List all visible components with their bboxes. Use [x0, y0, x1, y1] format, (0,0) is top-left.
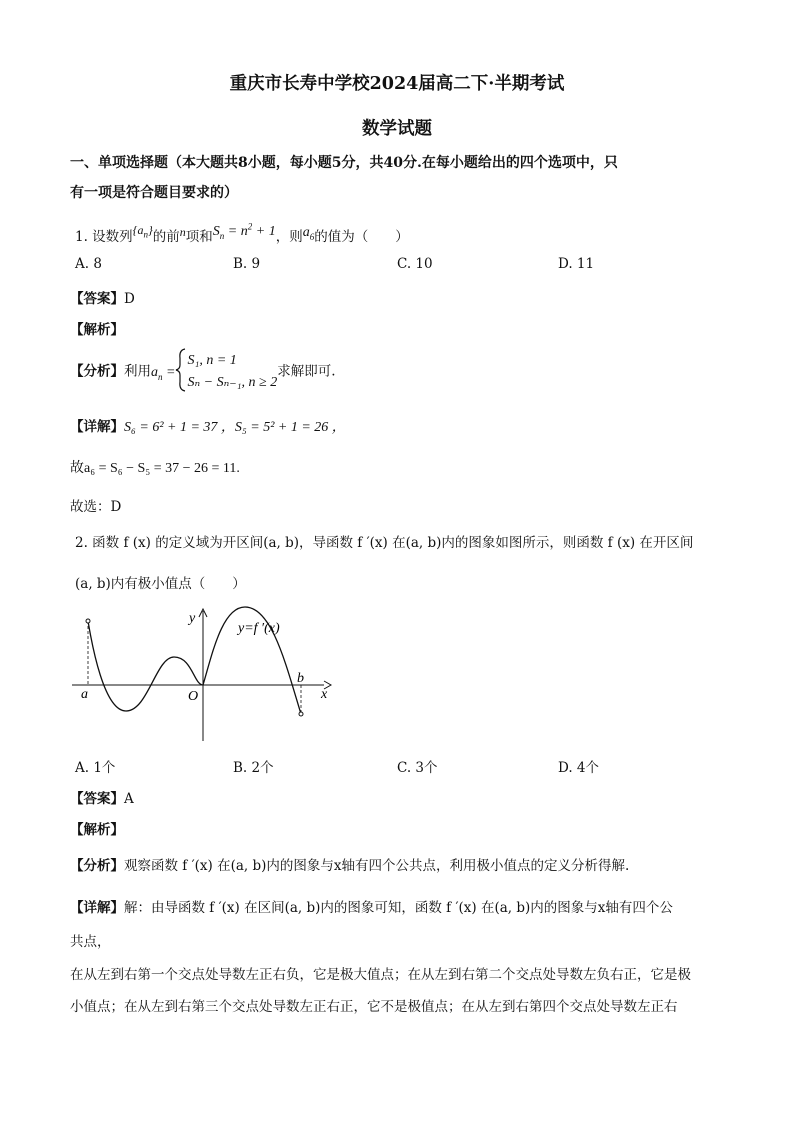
y-label: y — [189, 611, 196, 626]
q2-para1: 在从左到右第一个交点处导数左正右负，它是极大值点；在从左到右第二个交点处导数左负右正，它是极 — [70, 967, 691, 983]
endpoint-b-open-circle — [299, 712, 303, 716]
q1-t4: 的值为（ ） — [314, 229, 409, 245]
a-label: a — [81, 687, 88, 702]
doc-title: 重庆市长寿中学校2024届高二下·半期考试 — [229, 74, 565, 94]
q1-fenxi-label: 【分析】 — [70, 363, 124, 380]
q1-num: 1. 设数列 — [75, 229, 133, 245]
endpoint-a-open-circle — [86, 619, 90, 623]
derivative-graph — [72, 605, 337, 745]
q1-cases — [187, 350, 277, 394]
q2-stem-line2: (a, b)内有极小值点（ ） — [75, 576, 246, 592]
q1-xiangjie-row — [70, 415, 346, 436]
q2-xiangjie-row — [70, 896, 673, 916]
q2-fenxi-text: 观察函数 f ′(x) 在(a, b)内的图象与x轴有四个公共点，利用极小值点的定义分析得解. — [124, 858, 630, 874]
q2-fenxi-label: 【分析】 — [70, 858, 124, 874]
section-heading-line1: 一、单项选择题（本大题共8小题，每小题5分，共40分.在每小题给出的四个选项中，只 — [70, 155, 618, 171]
q2-jiexi-label: 【解析】 — [70, 822, 124, 838]
q2-answer-label: 【答案】 — [70, 791, 124, 807]
q1-answer-label: 【答案】 — [70, 291, 124, 307]
q2-option-b: B. 2个 — [233, 760, 274, 776]
q1-t1: 的前 — [152, 229, 180, 245]
b-label: b — [297, 671, 304, 686]
q1-option-c: C. 10 — [397, 256, 433, 272]
q1-case1: S₁, n = 1 — [187, 353, 237, 368]
q1-option-b: B. 9 — [233, 256, 261, 272]
q1-t3: ，则 — [275, 229, 303, 245]
q2-option-c: C. 3个 — [397, 760, 438, 776]
q1-option-d: D. 11 — [558, 256, 595, 272]
curve-label: y=f ′(x) — [238, 621, 280, 636]
q1-sn-sub: n — [219, 230, 225, 241]
q1-guxuan: 故选：D — [70, 499, 122, 515]
q1-sn: S — [212, 224, 220, 239]
q1-seq-sub: n — [143, 229, 148, 240]
q1-seq: {a — [132, 223, 144, 237]
q1-xiangjie-text: S₆ = 6² + 1 = 37 ，S₅ = 5² + 1 = 26 ， — [124, 420, 346, 435]
origin-label: O — [188, 689, 199, 704]
left-brace — [175, 348, 187, 396]
q1-a6: a — [302, 225, 310, 240]
q1-sn-end: + 1 — [252, 224, 276, 239]
q1-gu-line: 故a₆ = S₆ − S₅ = 37 − 26 = 11. — [70, 461, 240, 476]
q1-fenxi-pre: 利用 — [124, 363, 151, 380]
q1-answer-value: D — [124, 291, 135, 307]
q2-fenxi-row — [70, 854, 629, 874]
q1-t2: 项和 — [185, 229, 213, 245]
q1-sn-eq: = n — [224, 224, 248, 239]
section-heading-line2: 有一项是符合题目要求的） — [70, 185, 238, 201]
q2-xiangjie-text2: 共点， — [70, 934, 111, 950]
q1-a6-sub: 6 — [309, 231, 315, 242]
q2-stem-line1: 2. 函数 f (x) 的定义域为开区间(a, b)，导函数 f ′(x) 在(a, b)内的图象如图所示，则函数 f (x) 在开区间 — [75, 535, 694, 551]
q1-fenxi-post: 求解即可. — [277, 363, 336, 380]
q1-jiexi-label: 【解析】 — [70, 322, 124, 338]
q2-option-d: D. 4个 — [558, 760, 600, 776]
q2-answer-row — [70, 787, 134, 807]
q1-sn-sup: 2 — [247, 221, 253, 232]
q1-n: n — [179, 225, 186, 239]
x-label: x — [321, 687, 328, 702]
q2-xiangjie-label: 【详解】 — [70, 900, 124, 916]
q2-xiangjie-text1: 解：由导函数 f ′(x) 在区间(a, b)内的图象可知，函数 f ′(x) 在(a, b)内的图象与x轴有四个公 — [124, 900, 673, 916]
q2-para2: 小值点；在从左到右第三个交点处导数左正右正，它不是极值点；在从左到右第四个交点处导数左正右 — [70, 999, 678, 1015]
q1-xiangjie-label: 【详解】 — [70, 419, 124, 435]
doc-subtitle: 数学试题 — [362, 119, 432, 139]
q1-fenxi-row — [70, 348, 336, 396]
q1-seq-end: } — [147, 223, 153, 237]
q1-option-a: A. 8 — [75, 256, 102, 272]
q2-answer-value: A — [124, 791, 134, 807]
q2-option-a: A. 1个 — [75, 760, 116, 776]
q1-case2: Sₙ − Sₙ₋₁, n ≥ 2 — [187, 375, 278, 390]
q1-answer-row — [70, 287, 135, 307]
q1-fenxi-an: $a_n$ = — [151, 364, 176, 382]
q1-stem — [75, 221, 409, 247]
